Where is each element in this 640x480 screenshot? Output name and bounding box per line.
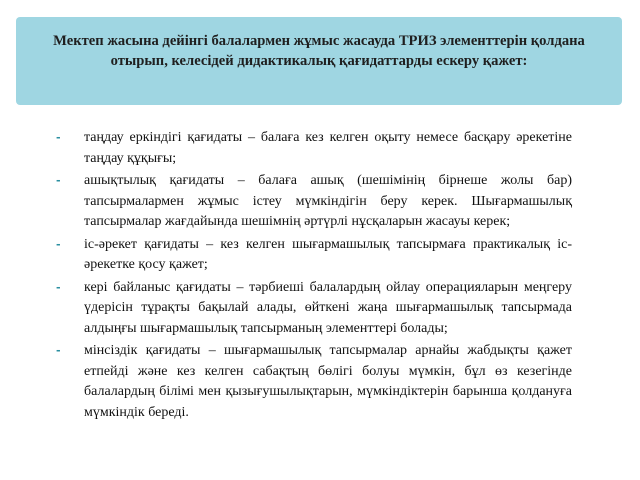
bullet-text: кері байланыс қағидаты – тәрбиеші балалардың ойлау операцияларын меңгеру үдерісін тұрақты бақылай алады, өйткені жаңа шығармашылық тапсырмада алдыңғы шығармашылық тапсырманың элементтері болады; (84, 279, 572, 336)
bullet-text: іс-әрекет қағидаты – кез келген шығармашылық тапсырмаға практикалық іс-әрекетке қосу қажет; (84, 236, 572, 272)
bullet-marker: - (56, 237, 61, 251)
bullet-item-activity (56, 235, 572, 276)
bullet-item-feedback (56, 278, 572, 340)
bullet-text: ашықтылық қағидаты – балаға ашық (шешімінің бірнеше жолы бар) тапсырмалармен жұмыс істеу мүмкіндігін беру керек. Шығармашылық тапсырмалар жағдайында шешімнің әртүрлі нұсқаларын жасауы керек; (84, 173, 572, 229)
bullet-item-openness (56, 171, 572, 233)
bullet-item-ideality (56, 341, 572, 423)
bullet-item-choice (56, 128, 572, 169)
slide-title: Мектеп жасына дейінгі балалармен жұмыс жасауда ТРИЗ элементтерін қолдана отырып, келесідей дидактикалық қағидаттарды ескеру қажет: (53, 33, 585, 69)
content-area (56, 128, 572, 425)
bullet-marker: - (56, 131, 61, 144)
title-banner (16, 17, 622, 105)
bullet-list (56, 128, 572, 423)
bullet-text: таңдау еркіндігі қағидаты – балаға кез келген оқыту немесе басқару әрекетіне таңдау құқығы; (84, 130, 572, 166)
bullet-marker: - (56, 344, 61, 357)
bullet-text: мінсіздік қағидаты – шығармашылық тапсырмалар арнайы жабдықты қажет етпейді және кез келген сабақтың бөлігі болуы мүмкін, бұл өз кезегінде балалардың білімі мен қызығушылықтарын, мүмкіндіктерін барынша қолдануға мүмкіндік береді. (84, 343, 572, 420)
bullet-marker: - (56, 280, 61, 294)
bullet-marker: - (56, 174, 61, 187)
